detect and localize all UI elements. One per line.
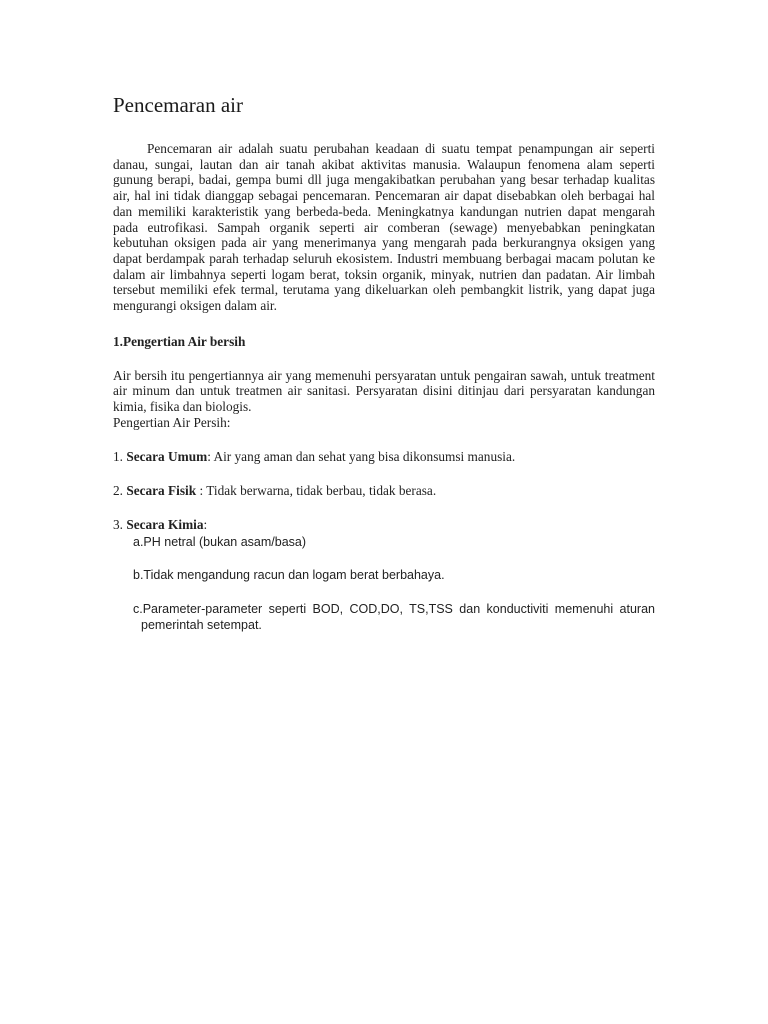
intro-paragraph: Pencemaran air adalah suatu perubahan keadaan di suatu tempat penampungan air seperti danau, sungai, lautan dan air tanah akibat aktivitas manusia. Walaupun fenomena alam seperti gunung berapi, badai, gempa bumi dll juga mengakibatkan perubahan yang besar terhadap kualitas air, hal ini tidak dianggap sebagai pencemaran. Pencemaran air dapat disebabkan oleh berbagai hal dan memiliki karakteristik yang berbeda-beda. Meningkatnya kandungan nutrien dapat mengarah pada eutrofikasi. Sampah organik seperti air comberan (sewage) menyebabkan peningkatan kebutuhan oksigen pada air yang menerimanya yang mengarah pada berkurangnya oksigen yang dapat berdampak parah terhadap seluruh ekosistem. Industri membuang berbagai macam polutan ke dalam air limbahnya seperti logam berat, toksin organik, minyak, nutrien dan padatan. Air limbah tersebut memiliki efek termal, terutama yang dikeluarkan oleh pembangkit listrik, yang dapat juga mengurangi oksigen dalam air. — [113, 141, 655, 314]
definition-text: Tidak berwarna, tidak berbau, tidak berasa. — [203, 482, 437, 498]
definition-fisik — [113, 483, 655, 499]
section-heading: 1.Pengertian Air bersih — [113, 333, 246, 349]
kimia-point-item: b.Tidak mengandung racun dan logam berat berbahaya. — [133, 568, 445, 583]
definition-separator: : — [207, 448, 211, 464]
definition-term: Secara Fisik — [126, 482, 197, 498]
document-title: Pencemaran air — [113, 93, 244, 117]
definition-term: Secara Umum — [126, 448, 208, 464]
kimia-point-item: c.Parameter-parameter seperti BOD, COD,DO, TS,TSS dan konductiviti memenuhi aturan pemerintah setempat. — [133, 601, 655, 632]
section-body-paragraph: Air bersih itu pengertiannya air yang memenuhi persyaratan untuk pengairan sawah, untuk treatment air minum dan untuk treatmen air sanitasi. Persyaratan disini ditinjau dari persyaratan kandungan kimia, fisika dan biologis. — [113, 367, 655, 415]
definition-text: Air yang aman dan sehat yang bisa dikonsumsi manusia. — [210, 448, 516, 464]
document-page — [113, 92, 655, 651]
kimia-points-list — [113, 535, 655, 634]
definition-umum — [113, 449, 655, 465]
definition-number: 2. — [113, 482, 123, 498]
definition-number: 3. — [113, 516, 123, 532]
definition-separator: : — [196, 482, 204, 498]
definition-number: 1. — [113, 448, 123, 464]
definitions-subheading: Pengertian Air Persih: — [113, 414, 231, 430]
kimia-point-item: a.PH netral (bukan asam/basa) — [133, 534, 307, 549]
definition-term: Secara Kimia — [126, 516, 204, 532]
definition-kimia — [113, 517, 655, 533]
definition-separator: : — [203, 516, 208, 532]
